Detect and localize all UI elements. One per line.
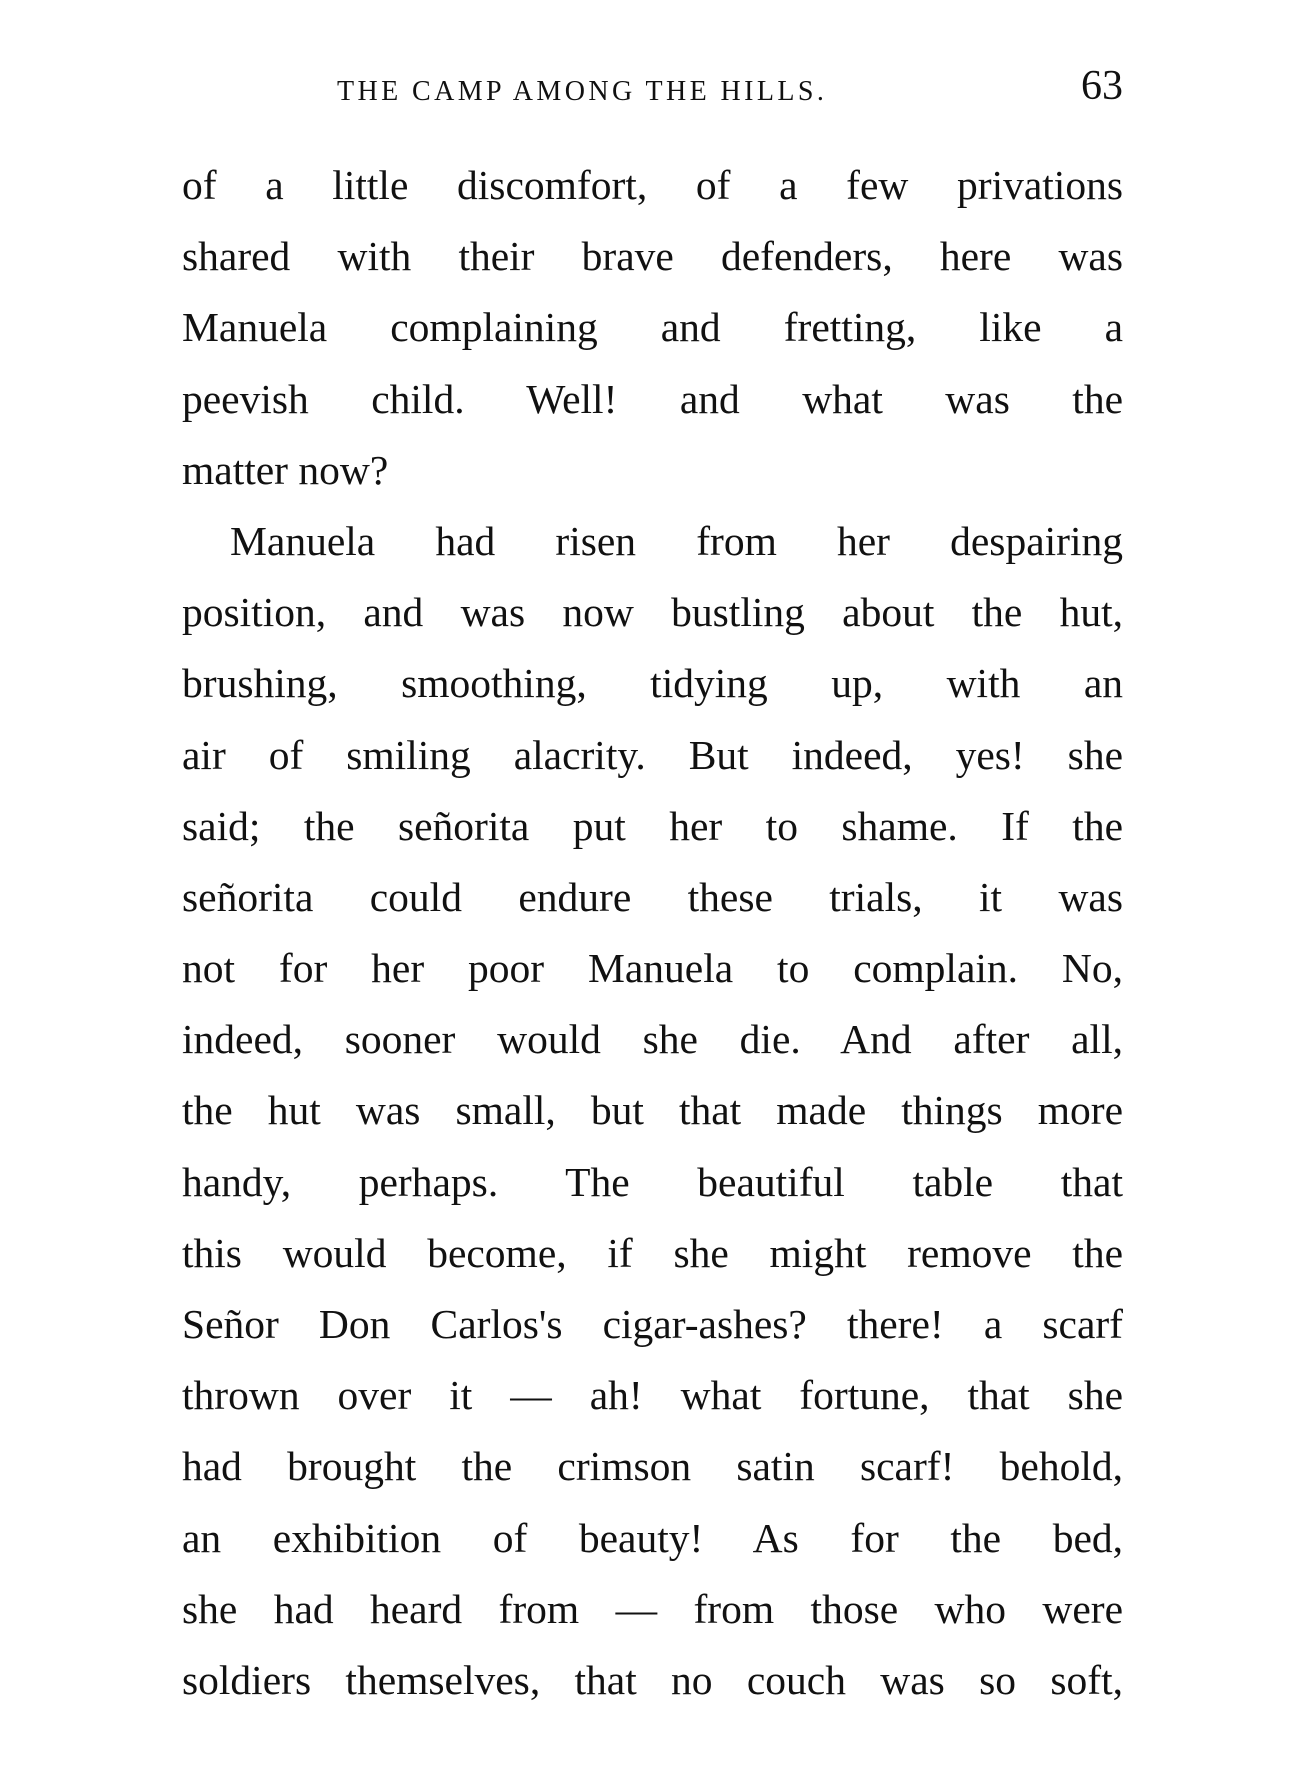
text-line: position, and was now bustling about the hut,: [182, 589, 1123, 636]
text-line: she had heard from — from those who were: [182, 1585, 1123, 1632]
text-line: thrown over it — ah! what fortune, that she: [182, 1372, 1123, 1419]
text-line: Señor Don Carlos's cigar-ashes? there! a scarf: [182, 1301, 1123, 1347]
body-text: [182, 150, 1123, 1716]
text-line: an exhibition of beauty! As for the bed,: [182, 1514, 1123, 1561]
running-head: [182, 62, 1123, 112]
text-line: handy, perhaps. The beautiful table that: [182, 1158, 1123, 1205]
text-line: said; the señorita put her to shame. If the: [182, 802, 1123, 849]
page-number: 63: [1081, 63, 1123, 109]
text-line: indeed, sooner would she die. And after all,: [182, 1016, 1123, 1063]
paragraph-start-line: Manuela had risen from her despairing: [230, 517, 1123, 564]
running-title: THE CAMP AMONG THE HILLS.: [337, 76, 828, 107]
text-line: brushing, smoothing, tidying up, with an: [182, 660, 1123, 707]
text-line: Manuela complaining and fretting, like a: [182, 304, 1123, 351]
text-line: peevish child. Well! and what was the: [182, 375, 1123, 422]
text-line: the hut was small, but that made things more: [182, 1087, 1123, 1134]
text-line: air of smiling alacrity. But indeed, yes! she: [182, 731, 1123, 778]
text-line: of a little discomfort, of a few privations: [182, 162, 1123, 208]
text-line: shared with their brave defenders, here was: [182, 233, 1123, 280]
text-line: not for her poor Manuela to complain. No,: [182, 945, 1123, 992]
text-line: this would become, if she might remove the: [182, 1229, 1123, 1276]
text-line: matter now?: [182, 446, 389, 493]
text-line: señorita could endure these trials, it was: [182, 873, 1123, 920]
text-line: soldiers themselves, that no couch was so soft,: [182, 1656, 1123, 1703]
text-line: had brought the crimson satin scarf! behold,: [182, 1443, 1123, 1490]
